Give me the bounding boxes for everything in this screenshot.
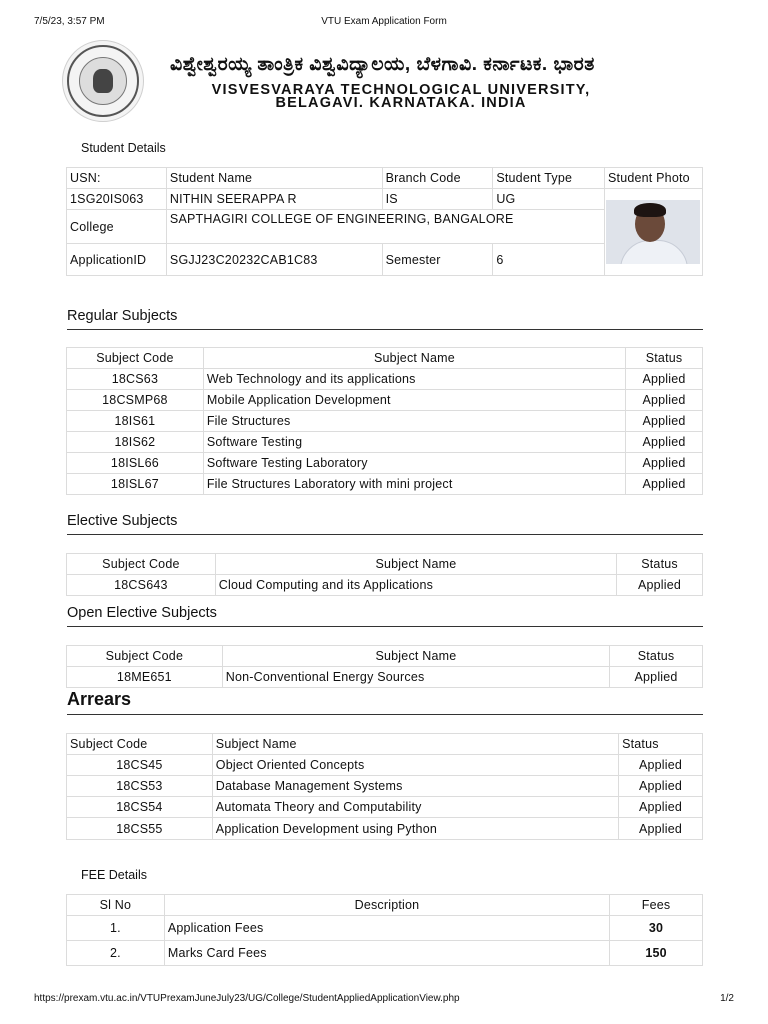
subject-name: Cloud Computing and its Applications xyxy=(215,575,616,596)
fee-sl-no: 2. xyxy=(67,941,165,966)
semester-value: 6 xyxy=(493,244,605,276)
semester-label: Semester xyxy=(382,244,493,276)
subject-code: 18ISL67 xyxy=(67,474,204,495)
subject-name-header: Subject Name xyxy=(203,348,625,369)
table-row xyxy=(67,797,703,818)
table-row xyxy=(67,432,703,453)
university-name-english-line2: BELAGAVI. KARNATAKA. INDIA xyxy=(275,95,527,111)
subject-name: File Structures Laboratory with mini project xyxy=(203,474,625,495)
fees-header: Fees xyxy=(610,895,703,916)
subject-status: Applied xyxy=(619,776,703,797)
status-header: Status xyxy=(626,348,703,369)
application-id-value: SGJJ23C20232CAB1C83 xyxy=(166,244,382,276)
subject-name: Application Development using Python xyxy=(212,818,618,840)
fee-amount: 30 xyxy=(610,916,703,941)
subject-status: Applied xyxy=(619,818,703,840)
table-row xyxy=(67,411,703,432)
subject-name: Non-Conventional Energy Sources xyxy=(222,667,609,688)
subject-name: Automata Theory and Computability xyxy=(212,797,618,818)
subject-status: Applied xyxy=(617,575,703,596)
college-label: College xyxy=(67,210,167,244)
subject-status: Applied xyxy=(610,667,703,688)
table-row xyxy=(67,390,703,411)
subject-name-header: Subject Name xyxy=(215,554,616,575)
subject-name: Software Testing Laboratory xyxy=(203,453,625,474)
table-row xyxy=(67,818,703,840)
student-type-value: UG xyxy=(493,189,605,210)
open-elective-subjects-table xyxy=(66,645,703,688)
regular-subjects-table xyxy=(66,347,703,495)
table-row xyxy=(67,776,703,797)
usn-label: USN: xyxy=(67,168,167,189)
subject-code: 18CS55 xyxy=(67,818,213,840)
student-name-value: NITHIN SEERAPPA R xyxy=(166,189,382,210)
application-id-label: ApplicationID xyxy=(67,244,167,276)
subject-status: Applied xyxy=(626,474,703,495)
status-header: Status xyxy=(610,646,703,667)
subject-code: 18CS45 xyxy=(67,755,213,776)
student-photo-cell xyxy=(604,189,702,276)
student-details-table xyxy=(66,167,703,276)
table-row xyxy=(67,474,703,495)
status-header: Status xyxy=(617,554,703,575)
fee-details-title: FEE Details xyxy=(81,868,147,882)
subject-code: 18CS63 xyxy=(67,369,204,390)
subject-status: Applied xyxy=(626,390,703,411)
college-value: SAPTHAGIRI COLLEGE OF ENGINEERING, BANGALORE xyxy=(166,210,604,244)
subject-name: Software Testing xyxy=(203,432,625,453)
subject-code: 18CS53 xyxy=(67,776,213,797)
elective-subjects-title: Elective Subjects xyxy=(67,513,703,535)
description-header: Description xyxy=(164,895,609,916)
university-logo-icon xyxy=(62,40,144,122)
subject-name-header: Subject Name xyxy=(212,734,618,755)
subject-name: Database Management Systems xyxy=(212,776,618,797)
subject-name: Web Technology and its applications xyxy=(203,369,625,390)
fee-sl-no: 1. xyxy=(67,916,165,941)
sl-no-header: Sl No xyxy=(67,895,165,916)
fee-details-table xyxy=(66,894,703,966)
student-photo-label: Student Photo xyxy=(604,168,702,189)
regular-subjects-title: Regular Subjects xyxy=(67,308,703,330)
subject-status: Applied xyxy=(626,453,703,474)
subject-status: Applied xyxy=(626,432,703,453)
subject-status: Applied xyxy=(619,755,703,776)
table-row xyxy=(67,755,703,776)
subject-name: Object Oriented Concepts xyxy=(212,755,618,776)
student-details-title: Student Details xyxy=(81,141,166,155)
university-name-english-line1: VISVESVARAYA TECHNOLOGICAL UNIVERSITY, xyxy=(211,82,591,98)
subject-code-header: Subject Code xyxy=(67,348,204,369)
fee-amount: 150 xyxy=(610,941,703,966)
fee-description: Application Fees xyxy=(164,916,609,941)
subject-code: 18IS61 xyxy=(67,411,204,432)
subject-name: Mobile Application Development xyxy=(203,390,625,411)
arrears-table xyxy=(66,733,703,840)
subject-code-header: Subject Code xyxy=(67,554,216,575)
open-elective-subjects-title: Open Elective Subjects xyxy=(67,605,703,627)
table-row xyxy=(67,453,703,474)
student-name-label: Student Name xyxy=(166,168,382,189)
subject-code: 18CS54 xyxy=(67,797,213,818)
status-header: Status xyxy=(619,734,703,755)
subject-code-header: Subject Code xyxy=(67,646,223,667)
subject-code: 18CSMP68 xyxy=(67,390,204,411)
subject-status: Applied xyxy=(626,369,703,390)
table-row xyxy=(67,369,703,390)
subject-name-header: Subject Name xyxy=(222,646,609,667)
subject-status: Applied xyxy=(619,797,703,818)
subject-code: 18ISL66 xyxy=(67,453,204,474)
subject-code: 18IS62 xyxy=(67,432,204,453)
student-photo xyxy=(606,200,700,264)
university-name-kannada: ವಿಶ್ವೇಶ್ವರಯ್ಯ ತಾಂತ್ರಿಕ ವಿಶ್ವವಿದ್ಯಾಲಯ, ಬೆಳಗಾವಿ. ಕರ್ನಾಟಕ. ಭಾರತ xyxy=(170,54,595,75)
table-row xyxy=(67,941,703,966)
elective-subjects-table xyxy=(66,553,703,596)
student-type-label: Student Type xyxy=(493,168,605,189)
print-url: https://prexam.vtu.ac.in/VTUPrexamJuneJuly23/UG/College/StudentAppliedApplicationView.php xyxy=(34,993,460,1004)
table-row xyxy=(67,916,703,941)
usn-value: 1SG20IS063 xyxy=(67,189,167,210)
subject-name: File Structures xyxy=(203,411,625,432)
table-row xyxy=(67,575,703,596)
arrears-title: Arrears xyxy=(67,689,703,715)
subject-code-header: Subject Code xyxy=(67,734,213,755)
subject-code: 18CS643 xyxy=(67,575,216,596)
print-page-number: 1/2 xyxy=(720,993,734,1004)
branch-code-value: IS xyxy=(382,189,493,210)
branch-code-label: Branch Code xyxy=(382,168,493,189)
table-row xyxy=(67,667,703,688)
subject-status: Applied xyxy=(626,411,703,432)
fee-description: Marks Card Fees xyxy=(164,941,609,966)
print-title: VTU Exam Application Form xyxy=(321,16,447,27)
print-datetime: 7/5/23, 3:57 PM xyxy=(34,16,105,27)
subject-code: 18ME651 xyxy=(67,667,223,688)
